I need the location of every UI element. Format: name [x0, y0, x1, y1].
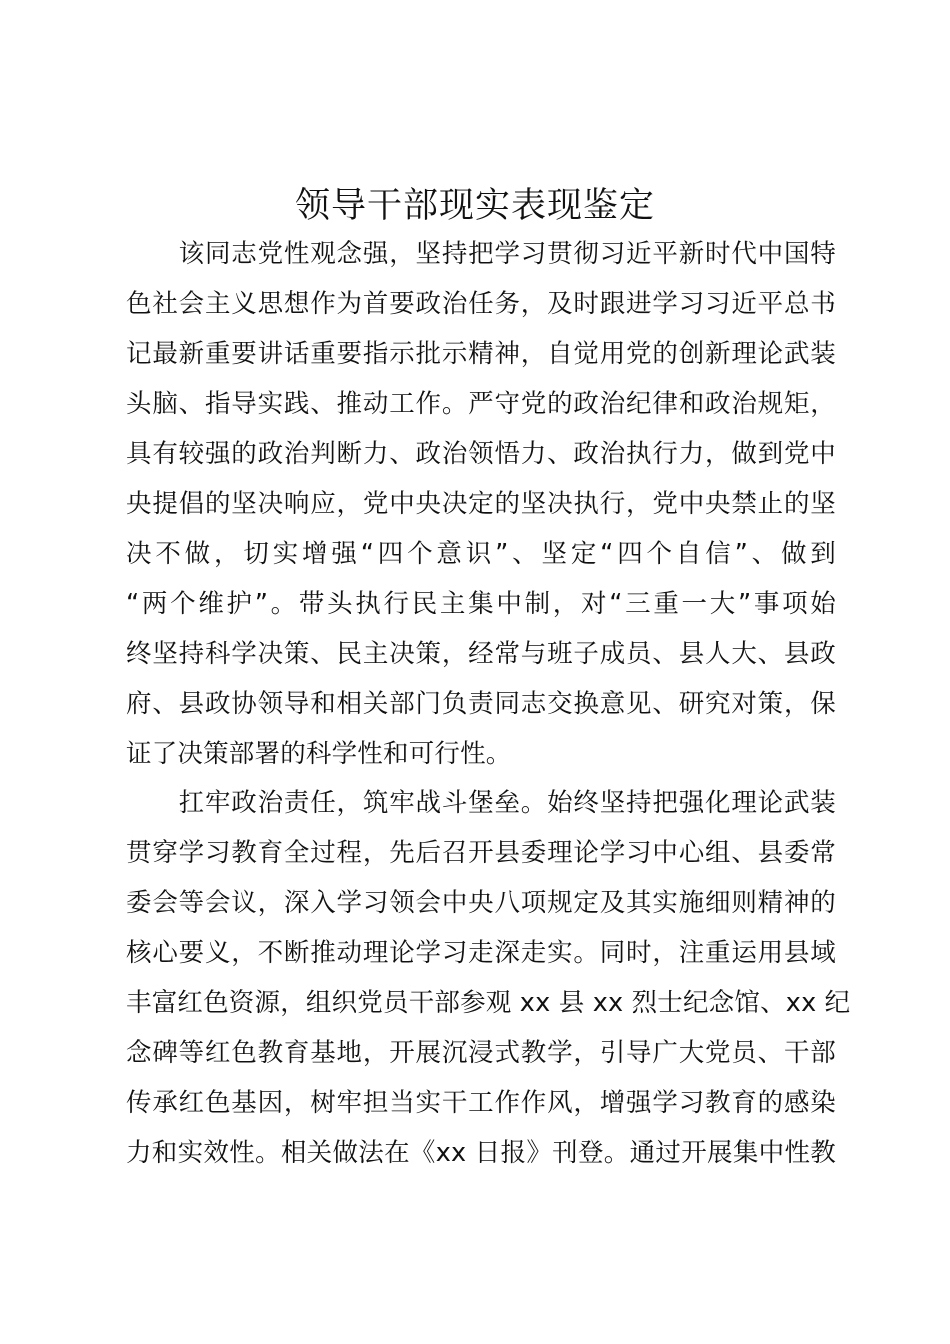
paragraph-2-line: 贯穿学习教育全过程，先后召开县委理论学习中心组、县委常	[126, 838, 836, 868]
paragraph-2-line: 委会等会议，深入学习领会中央八项规定及其实施细则精神的	[126, 888, 836, 918]
paragraph-2	[126, 778, 851, 1178]
paragraph-2-line: 核心要义，不断推动理论学习走深走实。同时，注重运用县域	[126, 938, 836, 968]
paragraph-1-line: “两个维护”。带头执行民主集中制，对“三重一大”事项始	[126, 589, 836, 619]
paragraph-1-line: 头脑、指导实践、推动工作。严守党的政治纪律和政治规矩，	[126, 389, 836, 419]
paragraph-1-line: 央提倡的坚决响应，党中央决定的坚决执行，党中央禁止的坚	[126, 489, 836, 519]
paragraph-1-line: 记最新重要讲话重要指示批示精神，自觉用党的创新理论武装	[126, 339, 836, 369]
paragraph-1-line: 该同志党性观念强，坚持把学习贯彻习近平新时代中国特	[126, 239, 836, 269]
paragraph-1	[126, 229, 836, 779]
paragraph-1-line: 府、县政协领导和相关部门负责同志交换意见、研究对策，保	[126, 689, 836, 719]
paragraph-2-line: 传承红色基因，树牢担当实干工作作风，增强学习教育的感染	[126, 1088, 836, 1118]
paragraph-1-line: 具有较强的政治判断力、政治领悟力、政治执行力，做到党中	[126, 439, 836, 469]
paragraph-2-line: 力和实效性。相关做法在《xx 日报》刊登。通过开展集中性教	[126, 1138, 836, 1168]
document-title: 领导干部现实表现鉴定	[294, 186, 655, 226]
paragraph-1-line: 终坚持科学决策、民主决策，经常与班子成员、县人大、县政	[126, 639, 836, 669]
paragraph-1-line: 证了决策部署的科学性和可行性。	[126, 739, 512, 769]
paragraph-2-line: 扛牢政治责任，筑牢战斗堡垒。始终坚持把强化理论武装	[126, 788, 836, 818]
paragraph-1-line: 色社会主义思想作为首要政治任务，及时跟进学习习近平总书	[126, 289, 836, 319]
paragraph-2-line: 念碑等红色教育基地，开展沉浸式教学，引导广大党员、干部	[126, 1038, 836, 1068]
paragraph-1-line: 决不做，切实增强“四个意识”、坚定“四个自信”、做到	[126, 539, 836, 569]
paragraph-2-line: 丰富红色资源，组织党员干部参观 xx 县 xx 烈士纪念馆、xx 纪	[126, 988, 851, 1018]
